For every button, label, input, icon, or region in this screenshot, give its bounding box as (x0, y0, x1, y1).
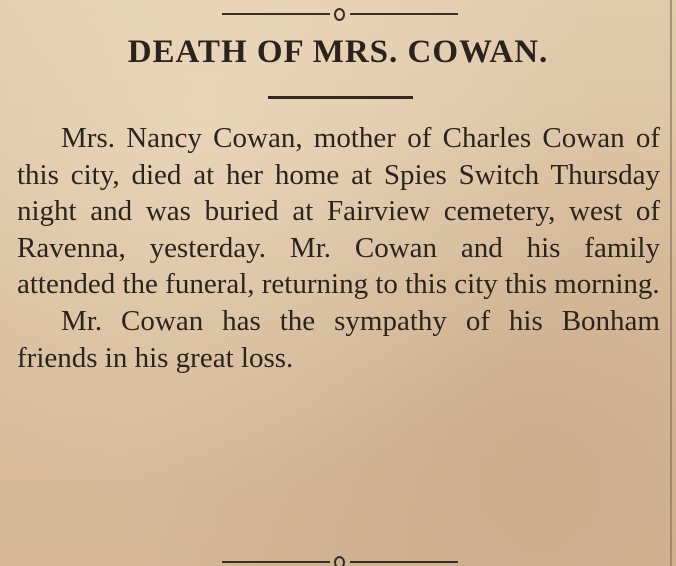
column-rule (670, 0, 672, 566)
rule-line-right (350, 13, 458, 15)
rule-ornament (334, 8, 345, 21)
article-paragraph: Mrs. Nancy Cowan, mother of Charles Cowan of this city, died at her home at Spies Switch Thursday night and was buried at Fairview cemetery, west of Ravenna, yesterday. Mr. Cowan and his family attended the funeral, returning to this city this morning. (17, 122, 660, 301)
article-paragraph: Mr. Cowan has the sympathy of his Bonham friends in his great loss. (17, 304, 660, 374)
rule-line-right (350, 561, 458, 563)
article-headline: DEATH OF MRS. COWAN. (127, 34, 549, 70)
rule-ornament (334, 556, 345, 566)
rule-line-left (222, 561, 330, 563)
bottom-dash-rule (222, 555, 458, 566)
top-dash-rule (222, 7, 458, 21)
article-body (17, 120, 660, 376)
rule-line-left (222, 13, 330, 15)
headline-underline (268, 96, 413, 99)
